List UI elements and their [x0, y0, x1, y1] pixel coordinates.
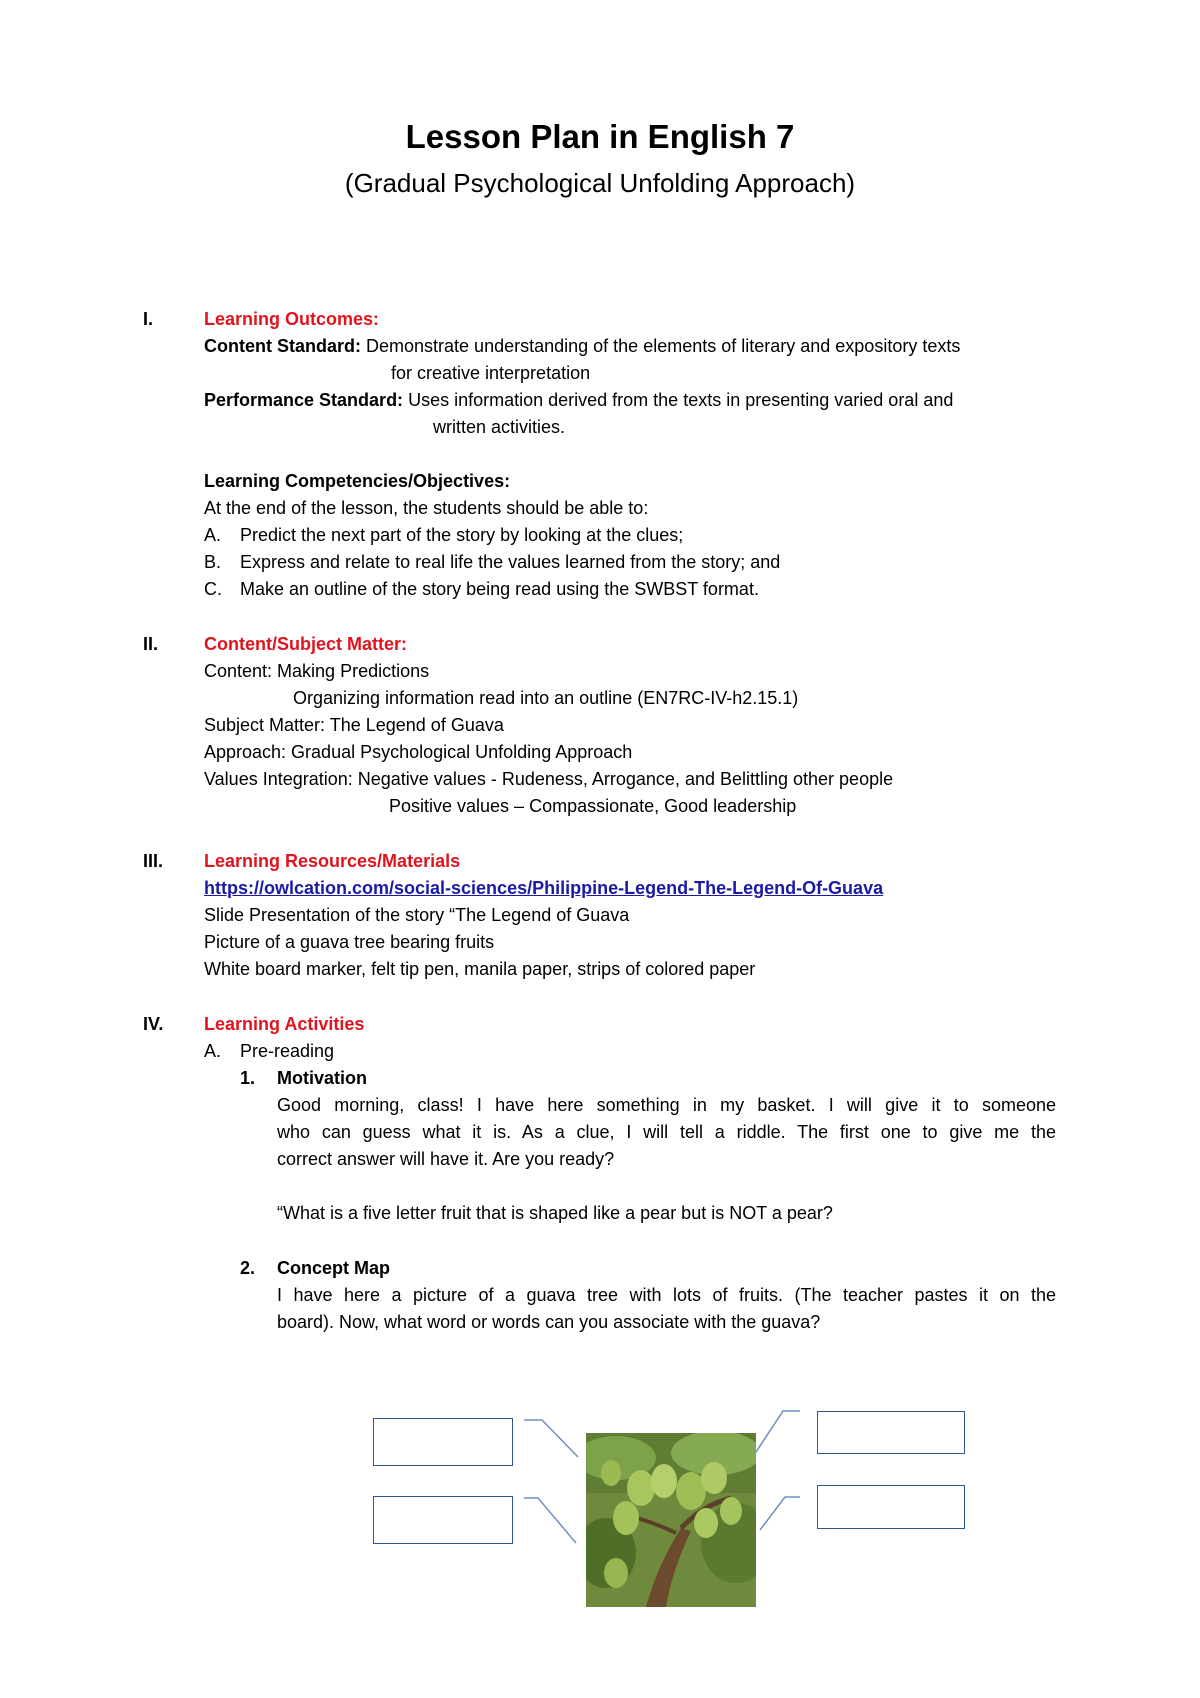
- resource-item: White board marker, felt tip pen, manila paper, strips of colored paper: [204, 959, 756, 979]
- content-standard-continued: for creative interpretation: [391, 363, 591, 383]
- concept-box-bottom-right[interactable]: [817, 1485, 965, 1529]
- motivation-title: Motivation: [277, 1068, 367, 1088]
- section-1-numeral: I.: [143, 309, 154, 329]
- values-integration: Values Integration: Negative values - Rudeness, Arrogance, and Belittling other people: [204, 769, 894, 789]
- document-subtitle: (Gradual Psychological Unfolding Approach): [344, 168, 856, 198]
- performance-standard-text: Uses information derived from the texts in presenting varied oral and: [408, 390, 954, 410]
- concept-map-line: board). Now, what word or words can you associate with the guava?: [277, 1312, 821, 1332]
- content-line: Content: Making Predictions: [204, 661, 430, 681]
- section-2-heading: Content/Subject Matter:: [204, 634, 408, 654]
- resource-link[interactable]: https://owlcation.com/social-sciences/Philippine-Legend-The-Legend-Of-Guava: [204, 878, 884, 898]
- values-integration-positive: Positive values – Compassionate, Good leadership: [389, 796, 797, 816]
- concept-map-line: I have here a picture of a guava tree with lots of fruits. (The teacher pastes it on the: [277, 1285, 1056, 1305]
- motivation-line: who can guess what it is. As a clue, I will tell a riddle. The first one to give me the: [277, 1122, 1056, 1142]
- content-standard-label: Content Standard:: [204, 336, 361, 356]
- competencies-intro: At the end of the lesson, the students should be able to:: [204, 498, 649, 518]
- concept-box-bottom-left[interactable]: [373, 1496, 513, 1544]
- motivation-line: Good morning, class! I have here something in my basket. I will give it to someone: [277, 1095, 1056, 1115]
- approach: Approach: Gradual Psychological Unfolding Approach: [204, 742, 633, 762]
- pre-reading-letter: A.: [204, 1041, 222, 1061]
- objective-b-letter: B.: [204, 552, 222, 572]
- objective-b-text: Express and relate to real life the values learned from the story; and: [240, 552, 781, 572]
- section-4-numeral: IV.: [143, 1014, 164, 1034]
- content-line-2: Organizing information read into an outline (EN7RC-IV-h2.15.1): [293, 688, 799, 708]
- performance-standard-continued: written activities.: [433, 417, 566, 437]
- motivation-line: correct answer will have it. Are you ready?: [277, 1149, 615, 1169]
- guava-tree-image: [586, 1433, 756, 1607]
- concept-box-top-left[interactable]: [373, 1418, 513, 1466]
- section-2-numeral: II.: [143, 634, 159, 654]
- content-standard-text: Demonstrate understanding of the elements of literary and expository texts: [366, 336, 961, 356]
- objective-a-text: Predict the next part of the story by looking at the clues;: [240, 525, 684, 545]
- concept-map-number: 2.: [240, 1258, 256, 1278]
- pre-reading-label: Pre-reading: [240, 1041, 335, 1061]
- performance-standard-label: Performance Standard:: [204, 390, 404, 410]
- guava-tree-photo: [586, 1433, 756, 1607]
- concept-box-top-right[interactable]: [817, 1411, 965, 1454]
- section-4-heading: Learning Activities: [204, 1014, 365, 1034]
- resource-item: Slide Presentation of the story “The Legend of Guava: [204, 905, 630, 925]
- section-3-numeral: III.: [143, 851, 164, 871]
- motivation-number: 1.: [240, 1068, 256, 1088]
- section-1-heading: Learning Outcomes:: [204, 309, 380, 329]
- objective-c-letter: C.: [204, 579, 222, 599]
- competencies-heading: Learning Competencies/Objectives:: [204, 471, 511, 491]
- section-3-heading: Learning Resources/Materials: [204, 851, 461, 871]
- riddle-text: “What is a five letter fruit that is shaped like a pear but is NOT a pear?: [277, 1203, 833, 1223]
- objective-a-letter: A.: [204, 525, 222, 545]
- document-title: Lesson Plan in English 7: [405, 118, 795, 155]
- concept-map-title: Concept Map: [277, 1258, 391, 1278]
- subject-matter: Subject Matter: The Legend of Guava: [204, 715, 504, 735]
- resource-item: Picture of a guava tree bearing fruits: [204, 932, 495, 952]
- objective-c-text: Make an outline of the story being read using the SWBST format.: [240, 579, 759, 599]
